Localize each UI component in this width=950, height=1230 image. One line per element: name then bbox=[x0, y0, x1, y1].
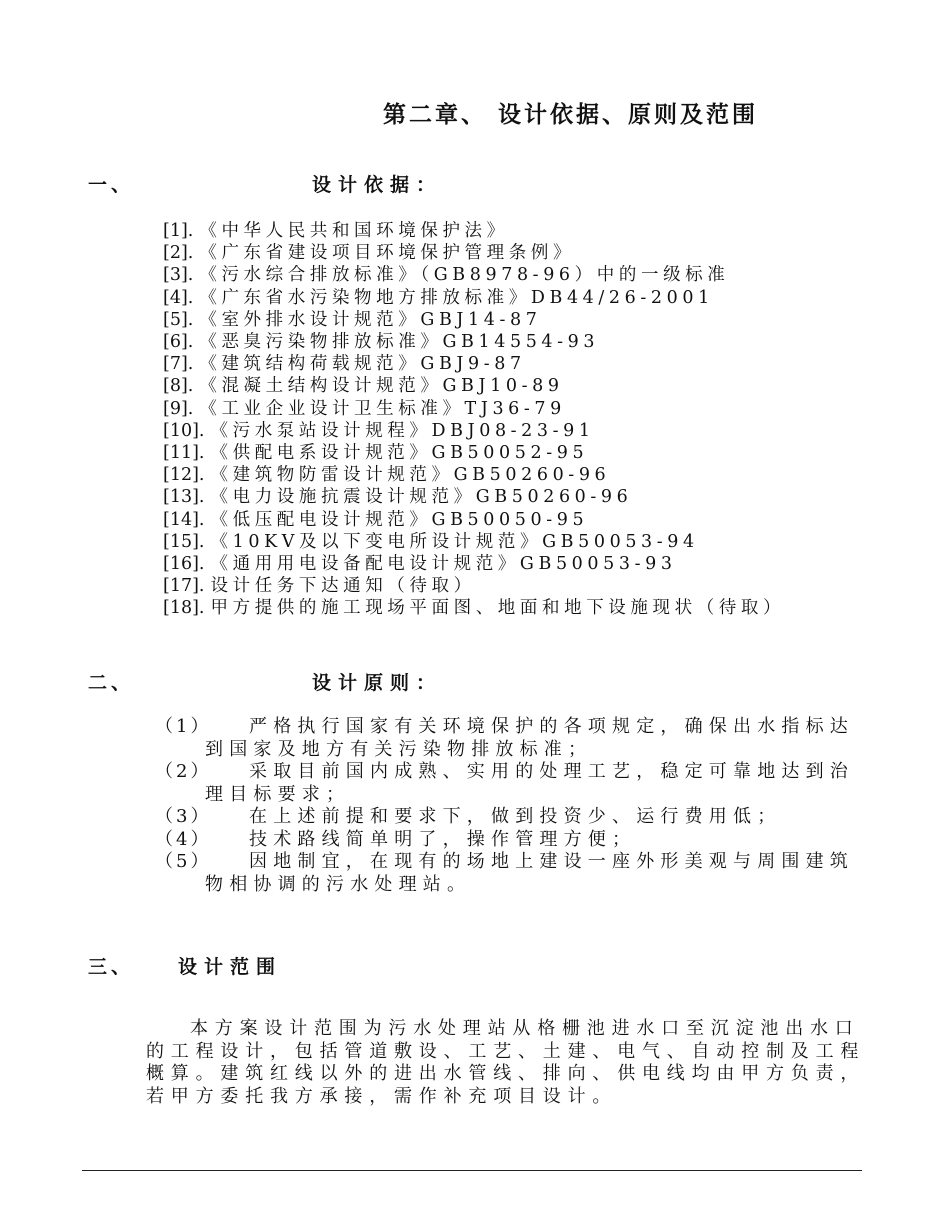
list-item bbox=[163, 309, 863, 331]
list-item-number: [7]. bbox=[163, 354, 194, 375]
list-item-text: 设计任务下达通知（待取） bbox=[210, 576, 476, 597]
list-item-number: [8]. bbox=[163, 376, 194, 397]
list-item bbox=[163, 420, 863, 442]
list-item-text: 《工业企业设计卫生标准》TJ36-79 bbox=[199, 398, 566, 419]
list-item-text: 《低压配电设计规范》GB50050-95 bbox=[210, 509, 589, 530]
section-heading-scope: 设计范围 bbox=[178, 956, 283, 978]
list-item-number: [4]. bbox=[163, 287, 194, 308]
list-item-number: [2]. bbox=[163, 243, 194, 264]
list-item-number: [11]. bbox=[163, 443, 205, 464]
list-item bbox=[163, 442, 863, 464]
list-item-text: 《供配电系设计规范》GB50052-95 bbox=[210, 443, 589, 464]
scope-paragraph: 本方案设计范围为污水处理站从格栅池进水口至沉淀池出水口的工程设计，包括管道敷设、工艺、土建、电气、自动控制及工程概算。建筑红线以外的进出水管线、排向、供电线均由甲方负责，若甲方委托我方承接，需作补充项目设计。 bbox=[146, 1018, 866, 1107]
list-item-text: 严格执行国家有关环境保护的各项规定，确保出水指标达到国家及地方有关污染物排放标准； bbox=[205, 716, 854, 760]
list-item bbox=[163, 553, 863, 575]
list-item-number: [9]. bbox=[163, 398, 194, 419]
list-item bbox=[163, 464, 863, 486]
list-item-text: 技术路线简单明了，操作管理方便； bbox=[249, 828, 637, 850]
list-item-text: 在上述前提和要求下，做到投资少、运行费用低； bbox=[249, 806, 782, 827]
list-item-number: [1]. bbox=[163, 221, 194, 241]
list-item-number: [12]. bbox=[163, 465, 205, 486]
list-item bbox=[163, 575, 863, 597]
list-item-text: 甲方提供的施工现场平面图、地面和地下设施现状（待取） bbox=[210, 598, 786, 619]
list-item-text: 《广东省水污染物地方排放标准》DB44/26-2001 bbox=[199, 287, 714, 308]
list-item bbox=[163, 398, 863, 420]
list-item-number: （4） bbox=[155, 828, 212, 850]
section-number-principles: 二、 bbox=[88, 672, 135, 694]
list-item-text: 《通用用电设备配电设计规范》GB50053-93 bbox=[210, 554, 677, 575]
list-item-number: [16]. bbox=[163, 554, 205, 575]
list-item-text: 《室外排水设计规范》GBJ14-87 bbox=[199, 309, 542, 330]
list-item bbox=[155, 851, 855, 896]
list-item-text: 《污水泵站设计规程》DBJ08-23-91 bbox=[210, 420, 595, 441]
list-item bbox=[163, 331, 863, 353]
list-item bbox=[163, 531, 863, 553]
list-item-number: [10]. bbox=[163, 420, 205, 441]
list-item-number: [13]. bbox=[163, 487, 205, 508]
chapter-title: 第二章、 设计依据、原则及范围 bbox=[383, 102, 759, 128]
list-item-number: [14]. bbox=[163, 509, 205, 530]
list-item-text: 《建筑结构荷载规范》GBJ9-87 bbox=[199, 354, 526, 375]
list-item-number: [6]. bbox=[163, 332, 194, 353]
footer-divider bbox=[82, 1170, 862, 1171]
list-item-text: 《混凝土结构设计规范》GBJ10-89 bbox=[199, 376, 564, 397]
section-number-scope: 三、 bbox=[88, 956, 135, 978]
list-item-number: [3]. bbox=[163, 265, 194, 286]
list-item-number: （5） bbox=[155, 851, 212, 872]
list-item-text: 《污水综合排放标准》（GB8978-96）中的一级标准 bbox=[199, 265, 730, 286]
list-item-text: 《广东省建设项目环境保护管理条例》 bbox=[199, 243, 576, 264]
section-heading-basis: 设计依据： bbox=[312, 174, 443, 196]
list-item bbox=[163, 353, 863, 375]
list-item bbox=[163, 220, 863, 242]
list-item bbox=[163, 242, 863, 264]
list-item bbox=[155, 761, 855, 806]
list-item-text: 因地制宜，在现有的场地上建设一座外形美观与周围建筑物相协调的污水处理站。 bbox=[205, 851, 854, 895]
list-item-number: [18]. bbox=[163, 598, 205, 619]
list-item bbox=[163, 597, 863, 619]
list-item-number: （1） bbox=[155, 716, 212, 737]
list-item bbox=[163, 509, 863, 531]
list-item-text: 《电力设施抗震设计规范》GB50260-96 bbox=[210, 487, 633, 508]
list-item-text: 《中华人民共和国环境保护法》 bbox=[199, 221, 509, 241]
section-heading-principles: 设计原则： bbox=[312, 672, 443, 694]
list-item-text: 《建筑物防雷设计规范》GB50260-96 bbox=[210, 465, 611, 486]
list-item-text: 《10KV及以下变电所设计规范》GB50053-94 bbox=[210, 531, 699, 552]
list-item bbox=[155, 716, 855, 761]
list-item bbox=[155, 829, 855, 852]
list-item bbox=[163, 375, 863, 397]
reference-list bbox=[163, 220, 863, 620]
list-item-number: [17]. bbox=[163, 576, 205, 597]
section-number-basis: 一、 bbox=[88, 174, 135, 196]
list-item-number: （3） bbox=[155, 806, 212, 827]
list-item bbox=[163, 287, 863, 309]
list-item bbox=[163, 264, 863, 286]
list-item-text: 《恶臭污染物排放标准》GB14554-93 bbox=[199, 332, 600, 353]
list-item-number: [15]. bbox=[163, 531, 205, 552]
list-item bbox=[163, 486, 863, 508]
list-item-number: （2） bbox=[155, 761, 212, 782]
list-item-number: [5]. bbox=[163, 309, 194, 330]
list-item-text: 采取目前国内成熟、实用的处理工艺，稳定可靠地达到治理目标要求； bbox=[205, 761, 854, 805]
list-item bbox=[155, 806, 855, 829]
principle-list bbox=[155, 716, 855, 896]
